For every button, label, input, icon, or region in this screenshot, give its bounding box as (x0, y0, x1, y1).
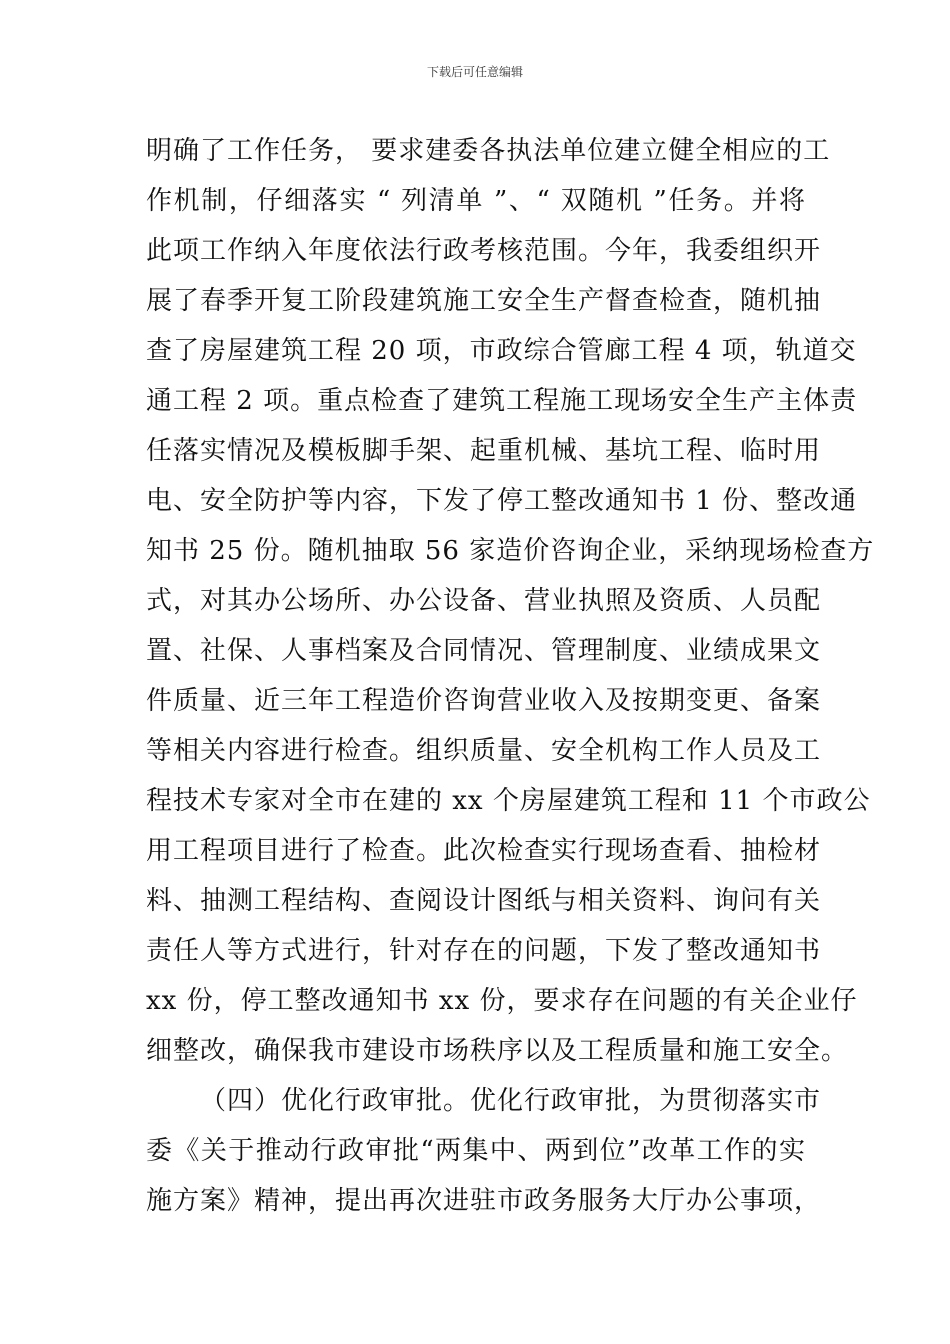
paragraph-line: 查了房屋建筑工程 20 项，市政综合管廊工程 4 项，轨道交 (146, 336, 857, 366)
paragraph-line: 程技术专家对全市在建的 xx 个房屋建筑工程和 11 个市政公 (146, 786, 871, 816)
paragraph-line: 件质量、近三年工程造价咨询营业收入及按期变更、备案 (146, 686, 822, 716)
paragraph-line: 明确了工作任务， 要求建委各执法单位建立健全相应的工 (146, 136, 831, 166)
paragraph-line: 作机制，仔细落实 “ 列清单 ”、“ 双随机 ”任务。并将 (146, 186, 806, 216)
paragraph-line: 料、抽测工程结构、查阅设计图纸与相关资料、询问有关 (146, 886, 822, 916)
paragraph-line: xx 份，停工整改通知书 xx 份，要求存在问题的有关企业仔 (146, 986, 858, 1016)
paragraph-line: 知书 25 份。随机抽取 56 家造价咨询企业，采纳现场检查方 (146, 536, 875, 566)
paragraph-line: 责任人等方式进行，针对存在的问题，下发了整改通知书 (146, 936, 822, 966)
section-heading-line: （四）优化行政审批。优化行政审批，为贯彻落实市 (200, 1086, 822, 1116)
paragraph-line: 式，对其办公场所、办公设备、营业执照及资质、人员配 (146, 586, 822, 616)
paragraph-line: 置、社保、人事档案及合同情况、管理制度、业绩成果文 (146, 636, 822, 666)
paragraph-line: 用工程项目进行了检查。此次检查实行现场查看、抽检材 (146, 836, 822, 866)
paragraph-line: 此项工作纳入年度依法行政考核范围。今年，我委组织开 (146, 236, 822, 266)
paragraph-line: 展了春季开复工阶段建筑施工安全生产督查检查，随机抽 (146, 286, 822, 316)
paragraph-line: 任落实情况及模板脚手架、起重机械、基坑工程、临时用 (146, 436, 822, 466)
paragraph-line: 电、安全防护等内容，下发了停工整改通知书 1 份、整改通 (146, 486, 858, 516)
paragraph-line: 等相关内容进行检查。组织质量、安全机构工作人员及工 (146, 736, 822, 766)
paragraph-line: 细整改，确保我市建设市场秩序以及工程质量和施工安全。 (146, 1036, 849, 1066)
paragraph-line: 施方案》精神，提出再次进驻市政务服务大厅办公事项， (146, 1186, 822, 1216)
page-header: 下载后可任意编辑 (426, 65, 523, 79)
paragraph-line: 通工程 2 项。重点检查了建筑工程施工现场安全生产主体责 (146, 386, 858, 416)
paragraph-line: 委《关于推动行政审批“两集中、两到位”改革工作的实 (146, 1136, 806, 1166)
